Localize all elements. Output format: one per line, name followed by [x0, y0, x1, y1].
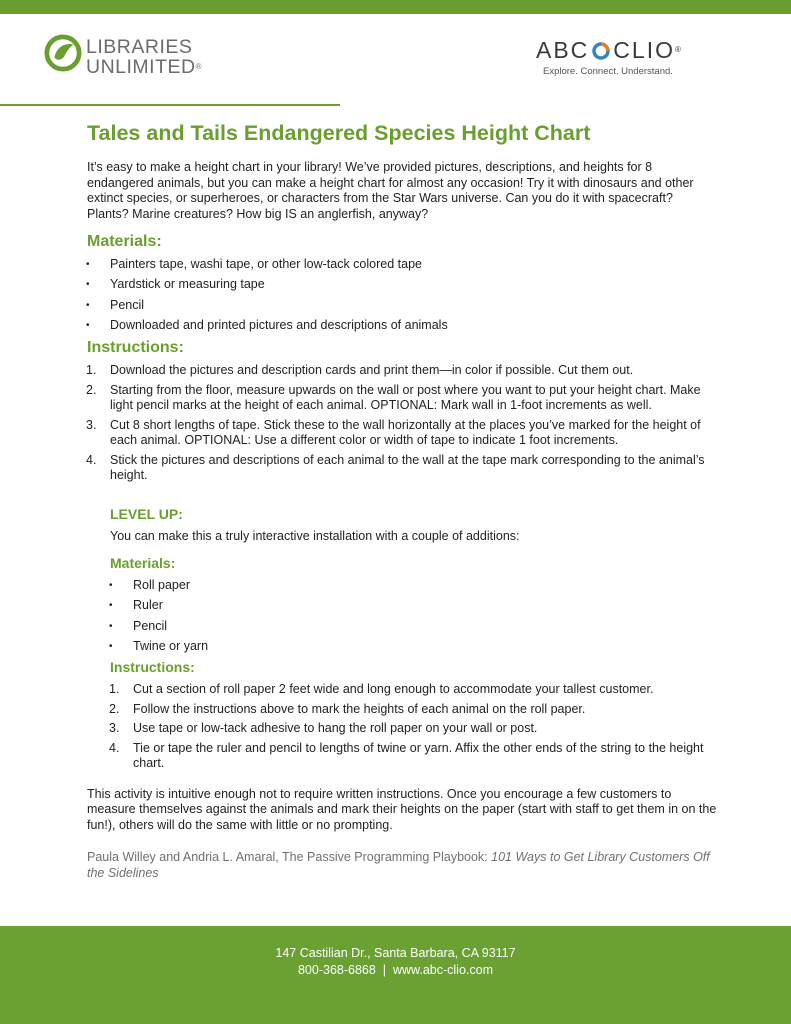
step-text: Cut a section of roll paper 2 feet wide and long enough to accommodate your tallest customer.	[133, 682, 654, 697]
abc-clio-ring-icon	[591, 40, 611, 62]
list-item	[110, 682, 717, 698]
level-up-heading: LEVEL UP:	[110, 505, 183, 522]
step-number: 1.	[109, 682, 120, 697]
list-item	[110, 741, 717, 772]
step-number: 1.	[86, 363, 97, 378]
citation	[87, 850, 717, 881]
clio-text: CLIO	[613, 37, 675, 63]
citation-authors: Paula Willey and Andria L. Amaral, The Passive Programming Playbook:	[87, 850, 492, 865]
level-up-instructions-heading: Instructions:	[110, 659, 195, 676]
libraries-unlimited-wordmark	[86, 37, 202, 77]
list-item: • Ruler	[110, 598, 717, 614]
materials-heading: Materials:	[87, 233, 162, 250]
step-text: Tie or tape the ruler and pencil to lengths of twine or yarn. Affix the other ends of the string to the height chart.	[133, 740, 704, 771]
step-number: 2.	[86, 382, 97, 397]
step-text: Use tape or low-tack adhesive to hang the roll paper on your wall or post.	[133, 721, 538, 736]
list-item: • Downloaded and printed pictures and descriptions of animals	[87, 318, 717, 334]
abc-text: ABC	[536, 37, 590, 63]
document-body	[87, 118, 717, 881]
wordmark-line-2: UNLIMITED	[86, 56, 196, 78]
closing-paragraph: This activity is intuitive enough not to require written instructions. Once you encourage a few customers to measure themselves against the animals and mark their heights on the paper (start with staff to get them in on the fun!), others will do the same with little or no prompting.	[87, 786, 717, 832]
list-item: • Painters tape, washi tape, or other low-tack colored tape	[87, 257, 717, 273]
abc-clio-wordmark	[536, 38, 681, 62]
level-up-materials-heading: Materials:	[110, 555, 176, 572]
instructions-heading: Instructions:	[87, 339, 184, 357]
level-up-instructions-list	[110, 682, 717, 772]
list-item	[87, 363, 717, 379]
top-accent-bar	[0, 0, 791, 14]
materials-list	[87, 257, 717, 333]
list-item: • Roll paper	[110, 578, 717, 594]
step-number: 4.	[109, 740, 120, 755]
libraries-unlimited-leaf-icon	[44, 34, 82, 72]
step-text: Download the pictures and description cards and print them—in color if possible. Cut them out.	[110, 363, 634, 378]
registered-mark: ®	[195, 62, 202, 71]
intro-paragraph: It’s easy to make a height chart in your library! We’ve provided pictures, descriptions, and heights for 8 endangered animals, but you can make a height chart for almost any occasion! Try it with dinosaurs and other extinct species, or superheroes, or characters from the Star Wars universe. Can you do it with spacecraft? Plants? Marine creatures? How big IS an anglerfish, anyway?	[87, 160, 694, 221]
step-number: 4.	[86, 452, 97, 467]
step-number: 3.	[86, 417, 97, 432]
level-up-section	[110, 506, 717, 772]
level-up-materials-list	[110, 578, 717, 654]
list-item	[87, 383, 717, 414]
list-item	[87, 453, 717, 484]
step-text: Starting from the floor, measure upwards on the wall or post where you want to put your height chart. Make light pencil marks at the height of each animal. OPTIONAL: Mark wall in 1-foot increments as well.	[110, 382, 701, 413]
list-item	[110, 702, 717, 718]
wordmark-line-1: LIBRARIES	[86, 36, 193, 58]
step-number: 3.	[109, 721, 120, 736]
list-item: • Twine or yarn	[110, 639, 717, 655]
step-number: 2.	[109, 701, 120, 716]
level-up-text: You can make this a truly interactive installation with a couple of additions:	[110, 528, 520, 543]
footer	[0, 926, 791, 1024]
citation-book-subtitle: 101 Ways to Get Library Customers Off the Sidelines	[87, 850, 710, 880]
instructions-list	[87, 363, 717, 484]
list-item: • Yardstick or measuring tape	[87, 277, 717, 293]
abc-registered-mark: ®	[674, 45, 681, 54]
list-item	[87, 418, 717, 449]
footer-address: 147 Castilian Dr., Santa Barbara, CA 93117	[275, 946, 516, 960]
footer-contact: 800-368-6868 | www.abc-clio.com	[297, 963, 493, 977]
abc-clio-tagline: Explore. Connect. Understand.	[543, 66, 673, 77]
header-divider	[0, 104, 340, 106]
page-title: Tales and Tails Endangered Species Height Chart	[87, 121, 591, 145]
step-text: Stick the pictures and descriptions of each animal to the wall at the tape mark corresponding to the animal’s height.	[110, 452, 705, 483]
step-text: Cut 8 short lengths of tape. Stick these to the wall horizontally at the places you’ve marked for the height of each animal. OPTIONAL: Use a different color or width of tape to indicate 1 foot increments.	[110, 417, 701, 448]
abc-clio-logo	[536, 38, 716, 78]
step-text: Follow the instructions above to mark the heights of each animal on the roll paper.	[133, 701, 586, 716]
list-item: • Pencil	[110, 619, 717, 635]
list-item	[110, 721, 717, 737]
list-item: • Pencil	[87, 298, 717, 314]
